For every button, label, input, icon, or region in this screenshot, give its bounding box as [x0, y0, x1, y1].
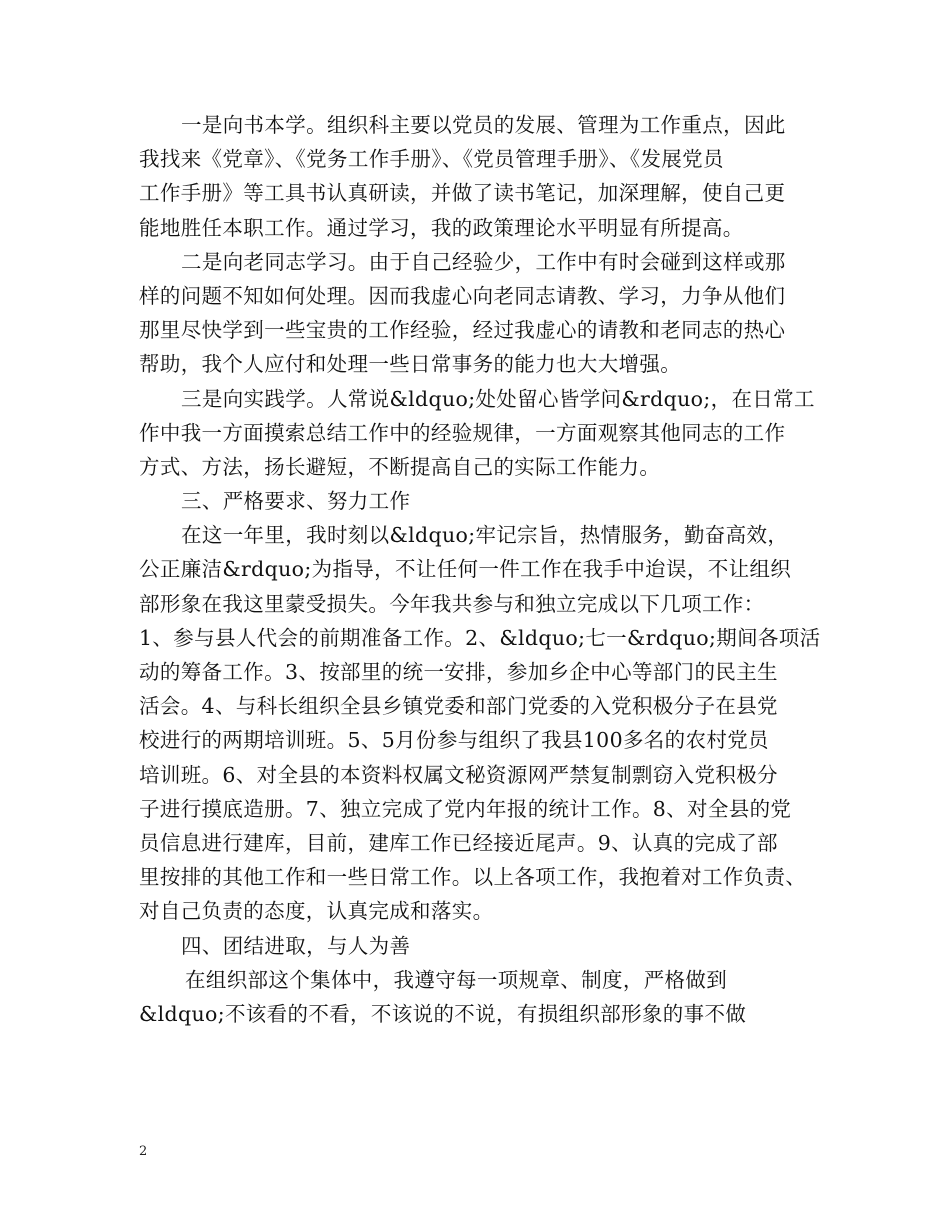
- paragraph-line: 公正廉洁&rdquo;为指导，不让任何一件工作在我手中迨误，不让组织: [139, 557, 792, 582]
- paragraph-line: 方式、方法，扬长避短，不断提高自己的实际工作能力。: [139, 454, 661, 479]
- paragraph-line: 子进行摸底造册。7、独立完成了党内年报的统计工作。8、对全县的党: [139, 796, 792, 821]
- section-heading: 三、严格要求、努力工作: [181, 489, 411, 514]
- paragraph-line: 帮助，我个人应付和处理一些日常事务的能力也大大增强。: [139, 352, 682, 377]
- paragraph-line: 一是向书本学。组织科主要以党员的发展、管理为工作重点，因此: [181, 113, 786, 137]
- paragraph-line: 在这一年里，我时刻以&ldquo;牢记宗旨，热情服务，勤奋高效，: [181, 523, 789, 548]
- paragraph-line: 校进行的两期培训班。5、5月份参与组织了我县100多名的农村党员: [139, 728, 769, 753]
- paragraph-line: 工作手册》等工具书认真研读，并做了读书笔记，加深理解，使自己更: [139, 181, 786, 206]
- paragraph-line: 里按排的其他工作和一些日常工作。以上各项工作，我抱着对工作负责、: [139, 865, 807, 890]
- paragraph-line: 部形象在我这里蒙受损失。今年我共参与和独立完成以下几项工作：: [139, 591, 765, 616]
- paragraph-line: 我找来《党章》、《党务工作手册》、《党员管理手册》、《发展党员: [139, 147, 724, 172]
- paragraph-line: 二是向老同志学习。由于自己经验少，工作中有时会碰到这样或那: [181, 249, 786, 274]
- section-heading: 四、团结进取，与人为善: [181, 933, 411, 958]
- page-number: 2: [139, 1144, 148, 1159]
- paragraph-line: 对自己负责的态度，认真完成和落实。: [139, 899, 494, 924]
- paragraph-line: 活会。4、与科长组织全县乡镇党委和部门党委的入党积极分子在县党: [139, 694, 778, 719]
- paragraph-line: 员信息进行建库，目前，建库工作已经接近尾声。9、认真的完成了部: [139, 830, 778, 855]
- paragraph-line: 那里尽快学到一些宝贵的工作经验，经过我虚心的请教和老同志的热心: [139, 318, 786, 343]
- paragraph-line: 能地胜任本职工作。通过学习，我的政策理论水平明显有所提高。: [139, 215, 744, 240]
- paragraph-line: 作中我一方面摸索总结工作中的经验规律，一方面观察其他同志的工作: [139, 420, 786, 445]
- paragraph-line: 三是向实践学。人常说&ldquo;处处留心皆学问&rdquo;，在日常工: [181, 386, 815, 411]
- paragraph-line: 培训班。6、对全县的本资料权属文秘资源网严禁复制剽窃入党积极分: [139, 762, 778, 787]
- paragraph-line: 动的筹备工作。3、按部里的统一安排，参加乡企中心等部门的民主生: [139, 660, 778, 684]
- paragraph-line: 1、参与县人代会的前期准备工作。2、&ldquo;七一&rdquo;期间各项活: [139, 625, 821, 650]
- paragraph-line: 样的问题不知如何处理。因而我虚心向老同志请教、学习，力争从他们: [139, 283, 786, 308]
- paragraph-line: &ldquo;不该看的不看，不该说的不说，有损组织部形象的事不做: [139, 1001, 747, 1026]
- document-body: [139, 108, 829, 1031]
- paragraph-line: 在组织部这个集体中，我遵守每一项规章、制度，严格做到: [185, 967, 728, 992]
